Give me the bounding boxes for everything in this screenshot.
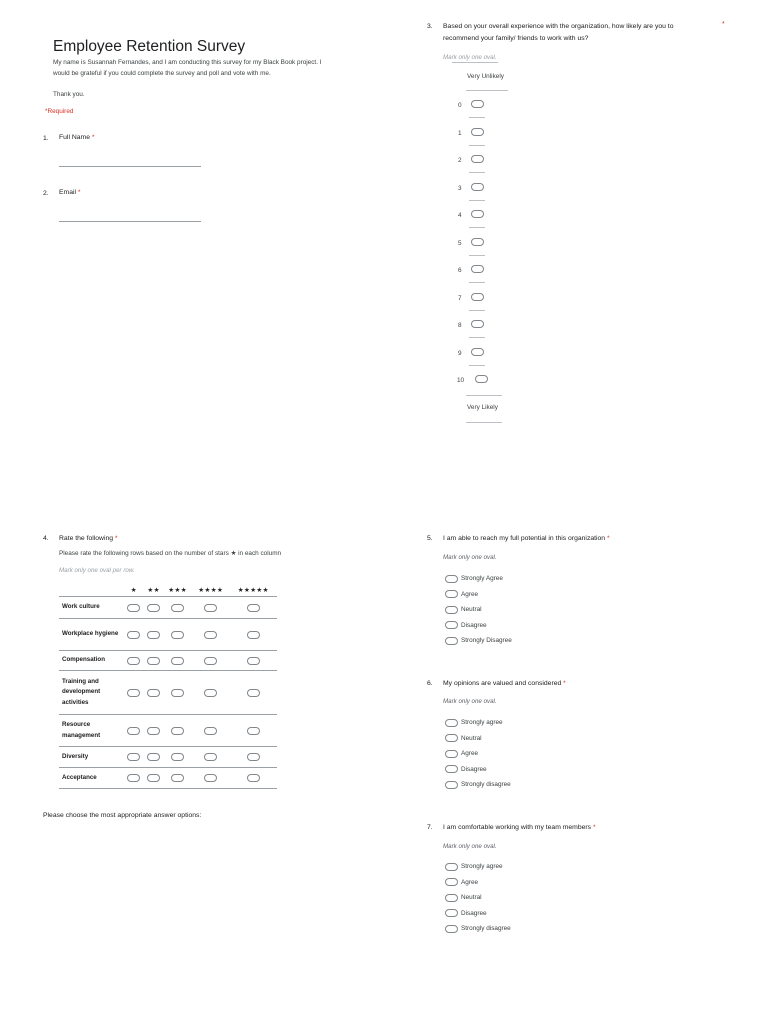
grid-radio-option[interactable] <box>247 689 260 697</box>
grid-radio-option[interactable] <box>147 689 160 697</box>
scale-option-0[interactable] <box>471 100 484 108</box>
scale-option-1[interactable] <box>471 128 484 136</box>
q7-hint: Mark only one oval. <box>443 843 497 850</box>
grid-cell <box>144 651 164 671</box>
grid-cell <box>192 651 230 671</box>
option-label: Strongly Agree <box>461 575 503 582</box>
q2-question <box>59 187 81 199</box>
scale-option-8[interactable] <box>471 320 484 328</box>
grid-cell <box>124 619 144 651</box>
scale-value-4: 4 <box>458 212 462 219</box>
grid-radio-option[interactable] <box>171 774 184 782</box>
grid-radio-option[interactable] <box>147 657 160 665</box>
radio-oval[interactable] <box>445 575 458 583</box>
section-note: Please choose the most appropriate answer options: <box>43 812 202 819</box>
q4-question <box>59 533 118 545</box>
scale-option-2[interactable] <box>471 155 484 163</box>
grid-cell <box>230 619 277 651</box>
grid-radio-option[interactable] <box>247 657 260 665</box>
q5-required-star: * <box>606 535 610 542</box>
grid-cell <box>144 597 164 619</box>
grid-row-label: Workplace hygiene <box>59 619 124 651</box>
grid-radio-option[interactable] <box>247 774 260 782</box>
scale-divider <box>469 310 485 311</box>
scale-value-1: 1 <box>458 129 462 137</box>
grid-cell <box>230 651 277 671</box>
q6-option[interactable] <box>445 764 487 775</box>
scale-option-6[interactable] <box>471 265 484 273</box>
scale-divider <box>469 255 485 256</box>
option-label: Agree <box>461 878 479 886</box>
grid-cell <box>192 768 230 789</box>
q4-required-star: * <box>114 535 118 542</box>
grid-radio-option[interactable] <box>171 631 184 639</box>
grid-radio-option[interactable] <box>171 689 184 697</box>
scale-value-8: 8 <box>458 322 462 329</box>
grid-radio-option[interactable] <box>171 604 184 612</box>
grid-radio-option[interactable] <box>127 774 140 782</box>
q5-option[interactable] <box>445 573 503 584</box>
q3-hint: Mark only one oval. <box>443 54 497 61</box>
grid-radio-option[interactable] <box>127 604 140 612</box>
radio-oval[interactable] <box>445 719 458 727</box>
scale-option-9[interactable] <box>471 348 484 356</box>
grid-radio-option[interactable] <box>147 631 160 639</box>
q5-number: 5. <box>427 535 433 542</box>
q5-hint: Mark only one oval. <box>443 554 497 561</box>
q6-option[interactable] <box>445 748 478 759</box>
q4-label: Rate the following <box>59 535 114 542</box>
grid-radio-option[interactable] <box>171 727 184 735</box>
grid-radio-option[interactable] <box>127 727 140 735</box>
option-label: Strongly disagree <box>461 781 511 788</box>
grid-row-label: Resource management <box>59 715 124 747</box>
grid-column-4-stars: ★★★★ <box>198 587 224 594</box>
q2-label: Email <box>59 189 76 196</box>
q7-question <box>443 822 596 834</box>
option-label: Disagree <box>461 909 487 917</box>
grid-radio-option[interactable] <box>127 753 140 761</box>
q5-option[interactable] <box>445 620 487 631</box>
q1-required-star: * <box>91 134 95 141</box>
scale-value-6: 6 <box>458 267 462 274</box>
grid-radio-option[interactable] <box>127 657 140 665</box>
grid-row <box>59 747 277 768</box>
full-name-field[interactable] <box>59 166 201 167</box>
survey-thanks: Thank you. <box>53 91 85 98</box>
scale-option-3[interactable] <box>471 183 484 191</box>
survey-title: Employee Retention Survey <box>53 38 246 55</box>
option-label: Neutral <box>461 606 482 613</box>
q3-required-star: * <box>722 21 725 28</box>
grid-radio-option[interactable] <box>204 774 217 782</box>
grid-row-label: Compensation <box>59 651 124 671</box>
radio-oval[interactable] <box>445 734 458 742</box>
radio-oval[interactable] <box>445 621 458 629</box>
option-label: Agree <box>461 590 479 598</box>
grid-cell <box>124 671 144 715</box>
q5-label: I am able to reach my full potential in this organization <box>443 535 606 542</box>
q7-option[interactable] <box>445 877 478 888</box>
option-label: Neutral <box>461 894 482 901</box>
grid-radio-option[interactable] <box>247 753 260 761</box>
q5-option[interactable] <box>445 604 482 615</box>
radio-oval[interactable] <box>445 909 458 917</box>
option-label: Strongly agree <box>461 863 503 870</box>
scale-value-9: 9 <box>458 349 462 357</box>
grid-cell <box>163 715 191 747</box>
grid-row <box>59 715 277 747</box>
q1-label: Full Name <box>59 134 90 141</box>
q7-option[interactable] <box>445 923 511 934</box>
grid-row-label: Acceptance <box>59 768 124 789</box>
grid-cell <box>144 768 164 789</box>
grid-cell <box>124 715 144 747</box>
q3-question: Based on your overall experience with the organization, how likely are you to recommend your family/ friends to work with us? <box>443 23 674 42</box>
scale-divider <box>469 227 485 228</box>
q3-low-label: Very Unlikely <box>467 73 504 80</box>
q5-question <box>443 533 610 545</box>
required-note: *Required <box>45 108 74 115</box>
option-label: Agree <box>461 750 479 757</box>
grid-cell <box>163 747 191 768</box>
scale-divider <box>469 365 485 366</box>
grid-row <box>59 651 277 671</box>
scale-value-0: 0 <box>458 102 462 109</box>
grid-cell <box>124 651 144 671</box>
grid-row <box>59 597 277 619</box>
grid-cell <box>124 597 144 619</box>
grid-radio-option[interactable] <box>204 604 217 612</box>
scale-value-10: 10 <box>457 377 465 384</box>
grid-radio-option[interactable] <box>127 689 140 697</box>
scale-value-2: 2 <box>458 157 462 164</box>
q7-option[interactable] <box>445 861 503 872</box>
scale-value-5: 5 <box>458 239 462 247</box>
radio-oval[interactable] <box>445 925 458 933</box>
grid-cell <box>230 747 277 768</box>
grid-cell <box>230 671 277 715</box>
grid-radio-option[interactable] <box>147 774 160 782</box>
scale-divider <box>469 145 485 146</box>
q6-label: My opinions are valued and considered <box>443 680 562 687</box>
grid-row <box>59 671 277 715</box>
grid-radio-option[interactable] <box>204 753 217 761</box>
q3-hint-underline <box>452 62 498 63</box>
grid-cell <box>163 619 191 651</box>
scale-divider <box>469 200 485 201</box>
radio-oval[interactable] <box>445 606 458 614</box>
scale-option-10[interactable] <box>475 375 488 383</box>
grid-radio-option[interactable] <box>204 689 217 697</box>
q3-high-label: Very Likely <box>467 404 498 411</box>
radio-oval[interactable] <box>445 894 458 902</box>
option-label: Strongly disagree <box>461 925 511 932</box>
grid-radio-option[interactable] <box>247 727 260 735</box>
grid-cell <box>124 747 144 768</box>
grid-radio-option[interactable] <box>171 657 184 665</box>
grid-cell <box>144 671 164 715</box>
grid-radio-option[interactable] <box>127 631 140 639</box>
q6-required-star: * <box>563 680 566 687</box>
radio-oval[interactable] <box>445 750 458 758</box>
grid-radio-option[interactable] <box>247 604 260 612</box>
q3-high-underline <box>466 422 502 423</box>
grid-cell <box>192 619 230 651</box>
radio-oval[interactable] <box>445 781 458 789</box>
q4-hint: Mark only one oval per row. <box>59 567 135 574</box>
q7-option[interactable] <box>445 908 487 919</box>
grid-cell <box>192 671 230 715</box>
radio-oval[interactable] <box>445 863 458 871</box>
q3-high-divider <box>466 395 502 396</box>
scale-option-5[interactable] <box>471 238 484 246</box>
q1-number: 1. <box>43 135 49 142</box>
q7-label: I am comfortable working with my team members <box>443 824 592 831</box>
grid-cell <box>163 671 191 715</box>
option-label: Disagree <box>461 621 487 629</box>
q6-question <box>443 678 566 690</box>
grid-cell <box>192 747 230 768</box>
grid-cell <box>163 597 191 619</box>
scale-divider <box>469 282 485 283</box>
option-label: Disagree <box>461 765 487 773</box>
q6-option[interactable] <box>445 779 511 790</box>
option-label: Strongly agree <box>461 719 503 726</box>
rating-grid <box>59 584 277 789</box>
grid-cell <box>163 768 191 789</box>
q6-hint: Mark only one oval. <box>443 698 497 705</box>
scale-value-3: 3 <box>458 184 462 192</box>
grid-radio-option[interactable] <box>204 727 217 735</box>
q6-number: 6. <box>427 680 433 687</box>
scale-value-7: 7 <box>458 294 462 302</box>
grid-row-label: Training and development activities <box>59 671 124 715</box>
grid-column-2-stars: ★★ <box>147 587 160 594</box>
q3-number: 3. <box>427 23 433 30</box>
grid-cell <box>163 651 191 671</box>
q6-option[interactable] <box>445 717 503 728</box>
grid-cell <box>144 747 164 768</box>
grid-radio-option[interactable] <box>247 631 260 639</box>
grid-column-5-stars: ★★★★★ <box>237 587 269 594</box>
grid-cell <box>192 715 230 747</box>
scale-divider <box>469 117 485 118</box>
scale-option-4[interactable] <box>471 210 484 218</box>
radio-oval[interactable] <box>445 590 458 598</box>
grid-cell <box>144 619 164 651</box>
q1-question <box>59 132 95 144</box>
grid-radio-option[interactable] <box>147 753 160 761</box>
scale-divider <box>469 172 485 173</box>
grid-radio-option[interactable] <box>204 657 217 665</box>
email-field[interactable] <box>59 221 201 222</box>
radio-oval[interactable] <box>445 878 458 886</box>
grid-cell <box>124 768 144 789</box>
grid-cell <box>144 715 164 747</box>
grid-row <box>59 619 277 651</box>
scale-divider <box>469 337 485 338</box>
q7-required-star: * <box>592 824 596 831</box>
option-label: Strongly Disagree <box>461 637 512 644</box>
grid-row <box>59 768 277 789</box>
q2-required-star: * <box>77 189 81 196</box>
grid-header-row <box>59 584 277 597</box>
survey-intro: My name is Susannah Fernandes, and I am conducting this survey for my Black Book project. I would be grateful if you could complete the survey and poll and vote with me. <box>53 59 322 77</box>
q3-low-divider <box>466 90 508 91</box>
grid-row-label: Diversity <box>59 747 124 768</box>
radio-oval[interactable] <box>445 765 458 773</box>
grid-cell <box>192 597 230 619</box>
grid-cell <box>230 715 277 747</box>
grid-radio-option[interactable] <box>204 631 217 639</box>
grid-corner <box>59 584 124 597</box>
scale-option-7[interactable] <box>471 293 484 301</box>
grid-row-label: Work culture <box>59 597 124 619</box>
q4-description: Please rate the following rows based on the number of stars ★ in each column <box>59 550 282 557</box>
grid-column-3-stars: ★★★ <box>168 587 187 594</box>
grid-radio-option[interactable] <box>147 727 160 735</box>
grid-radio-option[interactable] <box>147 604 160 612</box>
grid-cell <box>230 768 277 789</box>
q6-option[interactable] <box>445 733 482 744</box>
grid-cell <box>230 597 277 619</box>
q5-option[interactable] <box>445 635 512 646</box>
grid-radio-option[interactable] <box>171 753 184 761</box>
q7-number: 7. <box>427 824 433 831</box>
grid-column-1-stars: ★ <box>130 587 137 594</box>
q7-option[interactable] <box>445 892 482 903</box>
radio-oval[interactable] <box>445 637 458 645</box>
option-label: Neutral <box>461 734 482 742</box>
q5-option[interactable] <box>445 589 478 600</box>
q4-number: 4. <box>43 535 49 542</box>
q2-number: 2. <box>43 190 49 197</box>
